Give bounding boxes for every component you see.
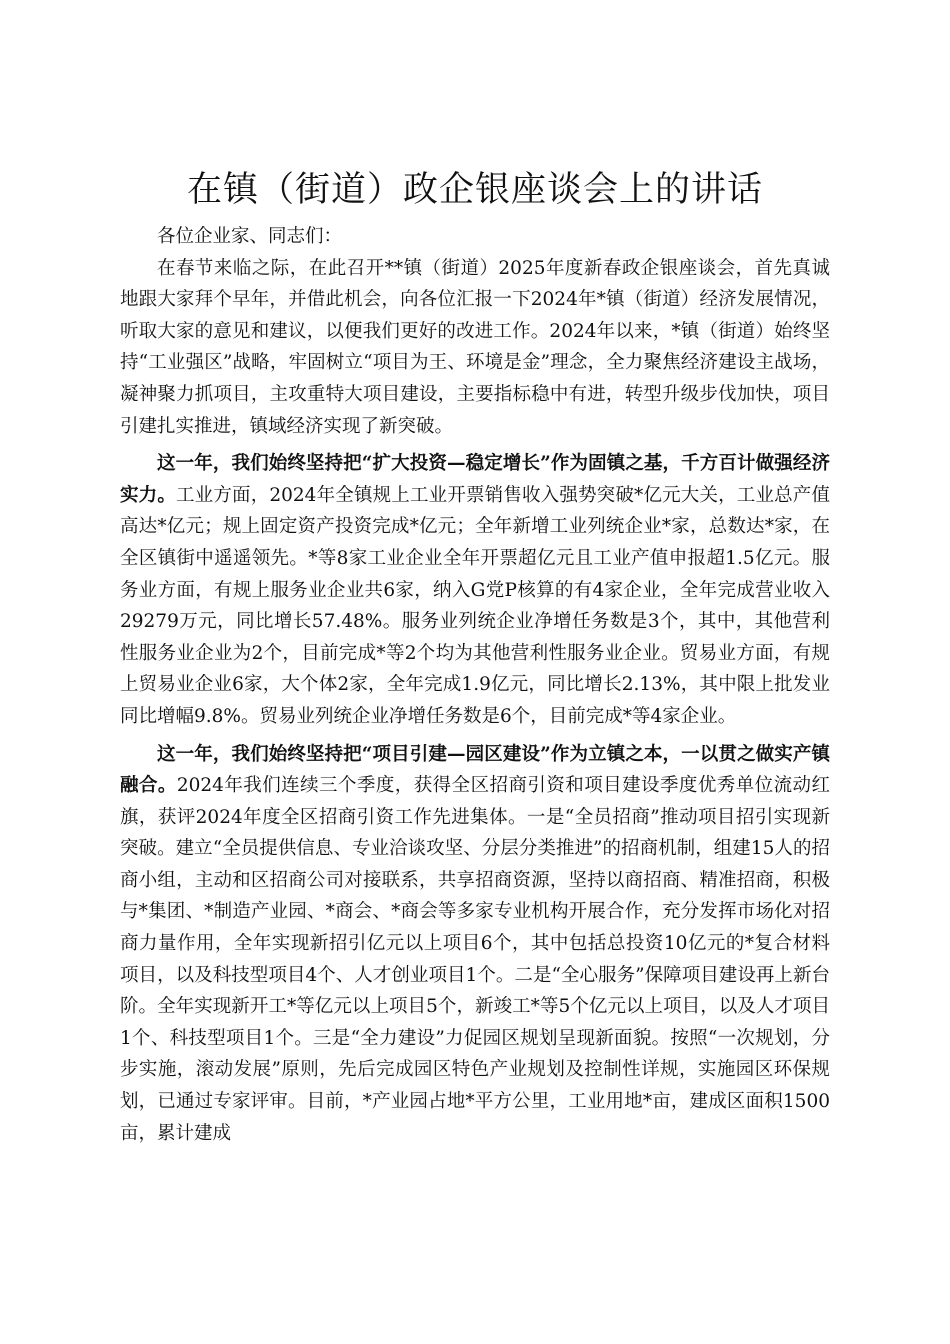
paragraph-1 <box>120 253 830 443</box>
paragraph-1-text: 在春节来临之际，在此召开**镇（街道）2025年度新春政企银座谈会，首先真诚地跟大家拜个早年，并借此机会，向各位汇报一下2024年*镇（街道）经济发展情况，听取大家的意见和建议，以便我们更好的改进工作。2024年以来，*镇（街道）始终坚持“工业强区”战略，牢固树立“项目为王、环境是金”理念，全力聚焦经济建设主战场，凝神聚力抓项目，主攻重特大项目建设，主要指标稳中有进，转型升级步伐加快，项目引建扎实推进，镇域经济实现了新突破。 <box>120 257 830 437</box>
paragraph-2-text: 工业方面，2024年全镇规上工业开票销售收入强势突破*亿元大关，工业总产值高达*亿元；规上固定资产投资完成*亿元；全年新增工业列统企业*家，总数达*家，在全区镇街中遥遥领先。*等8家工业企业全年开票超亿元且工业产值申报超1.5亿元。服务业方面，有规上服务业企业共6家，纳入G党P核算的有4家企业，全年完成营业收入29279万元，同比增长57.48%。服务业列统企业净增任务数是3个，其中，其他营利性服务业企业为2个，目前完成*等2个均为其他营利性服务业企业。贸易业方面，有规上贸易业企业6家，大个体2家，全年完成1.9亿元，同比增长2.13%，其中限上批发业同比增幅9.8%。贸易业列统企业净增任务数是6个，目前完成*等4家企业。 <box>120 484 830 727</box>
salutation: 各位企业家、同志们： <box>157 226 343 247</box>
document-title: 在镇（街道）政企银座谈会上的讲话 <box>186 170 763 210</box>
paragraph-3-text: 2024年我们连续三个季度，获得全区招商引资和项目建设季度优秀单位流动红旗，获评2024年度全区招商引资工作先进集体。一是“全员招商”推动项目招引实现新突破。建立“全员提供信息、专业洽谈攻坚、分层分类推进”的招商机制，组建15人的招商小组，主动和区招商公司对接联系，共享招商资源，坚持以商招商、精准招商，积极与*集团、*制造产业园、*商会、*商会等多家专业机构开展合作，充分发挥市场化对招商力量作用，全年实现新招引亿元以上项目6个，其中包括总投资10亿元的*复合材料项目，以及科技型项目4个、人才创业项目1个。二是“全心服务”保障项目建设再上新台阶。全年实现新开工*等亿元以上项目5个，新竣工*等5个亿元以上项目，以及人才项目1个、科技型项目1个。三是“全力建设”力促园区规划呈现新面貌。按照“一次规划，分步实施，滚动发展”原则，先后完成园区特色产业规划及控制性详规，实施园区环保规划，已通过专家评审。目前，*产业园占地*平方公里，工业用地*亩，建成区面积1500亩，累计建成 <box>120 775 830 1144</box>
paragraph-3 <box>120 739 830 1150</box>
paragraph-2-lead: 这一年，我们始终坚持把“扩大投资—稳定增长”作为固镇之基，千方百计做强经济实力。 <box>120 453 830 506</box>
paragraph-2 <box>120 448 830 732</box>
document-page <box>120 165 830 1149</box>
paragraph-3-lead: 这一年，我们始终坚持把“项目引建—园区建设”作为立镇之本，一以贯之做实产镇融合。 <box>120 743 830 797</box>
